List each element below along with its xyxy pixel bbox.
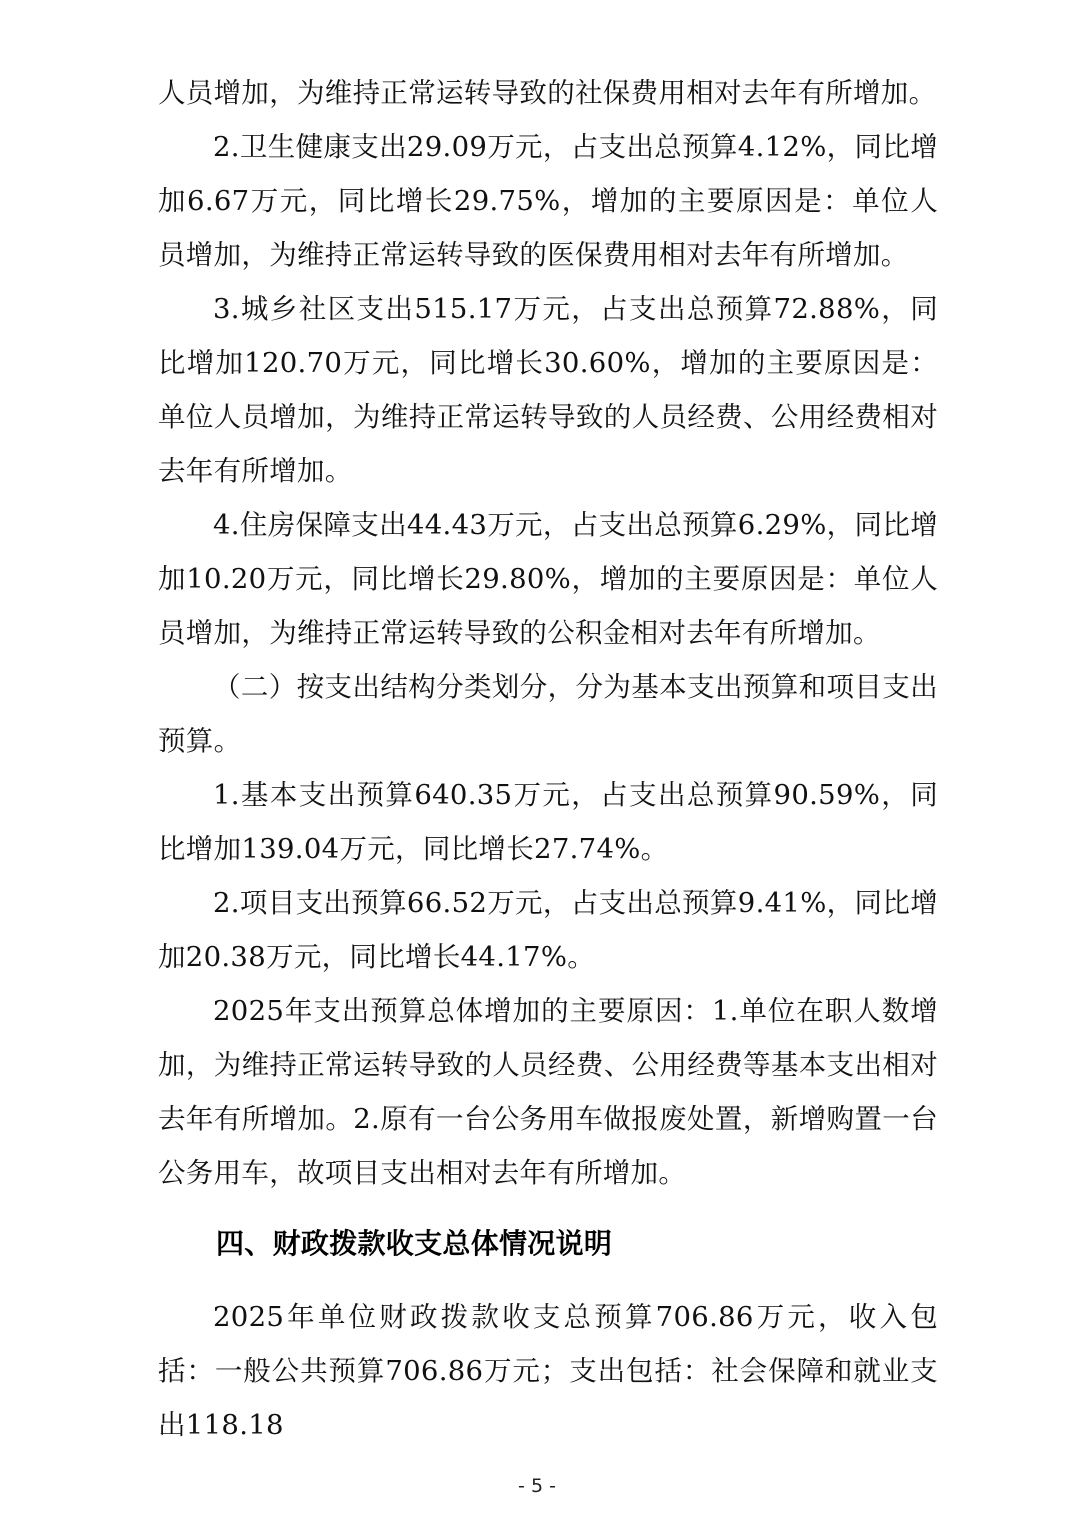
paragraph-project-expenditure: 2.项目支出预算66.52万元，占支出总预算9.41%，同比增加20.38万元，同比增长44.17%。 — [158, 887, 938, 973]
paragraph-continuation: 人员增加，为维持正常运转导致的社保费用相对去年有所增加。 — [158, 77, 937, 109]
paragraph-health-expenditure: 2.卫生健康支出29.09万元，占支出总预算4.12%，同比增加6.67万元，同比增长29.75%，增加的主要原因是：单位人员增加，为维持正常运转导致的医保费用相对去年有所增加。 — [158, 131, 938, 271]
paragraph-structure-classification: （二）按支出结构分类划分，分为基本支出预算和项目支出预算。 — [158, 671, 938, 757]
section-heading: 四、财政拨款收支总体情况说明 — [216, 1227, 613, 1260]
paragraph-fiscal-appropriation: 2025年单位财政拨款收支总预算706.86万元，收入包括：一般公共预算706.86万元；支出包括：社会保障和就业支出118.18 — [158, 1301, 938, 1441]
paragraph-community-expenditure: 3.城乡社区支出515.17万元，占支出总预算72.88%，同比增加120.70万元，同比增长30.60%，增加的主要原因是：单位人员增加，为维持正常运转导致的人员经费、公用经费相对去年有所增加。 — [158, 293, 938, 487]
page-number: - 5 - — [518, 1475, 556, 1497]
paragraph-basic-expenditure: 1.基本支出预算640.35万元，占支出总预算90.59%，同比增加139.04万元，同比增长27.74%。 — [158, 779, 938, 865]
paragraph-increase-reasons: 2025年支出预算总体增加的主要原因：1.单位在职人数增加，为维持正常运转导致的人员经费、公用经费等基本支出相对去年有所增加。2.原有一台公务用车做报废处置，新增购置一台公务用车，故项目支出相对去年有所增加。 — [158, 995, 938, 1189]
paragraph-housing-expenditure: 4.住房保障支出44.43万元，占支出总预算6.29%，同比增加10.20万元，同比增长29.80%，增加的主要原因是：单位人员增加，为维持正常运转导致的公积金相对去年有所增加。 — [158, 509, 938, 649]
document-body — [158, 66, 938, 1452]
